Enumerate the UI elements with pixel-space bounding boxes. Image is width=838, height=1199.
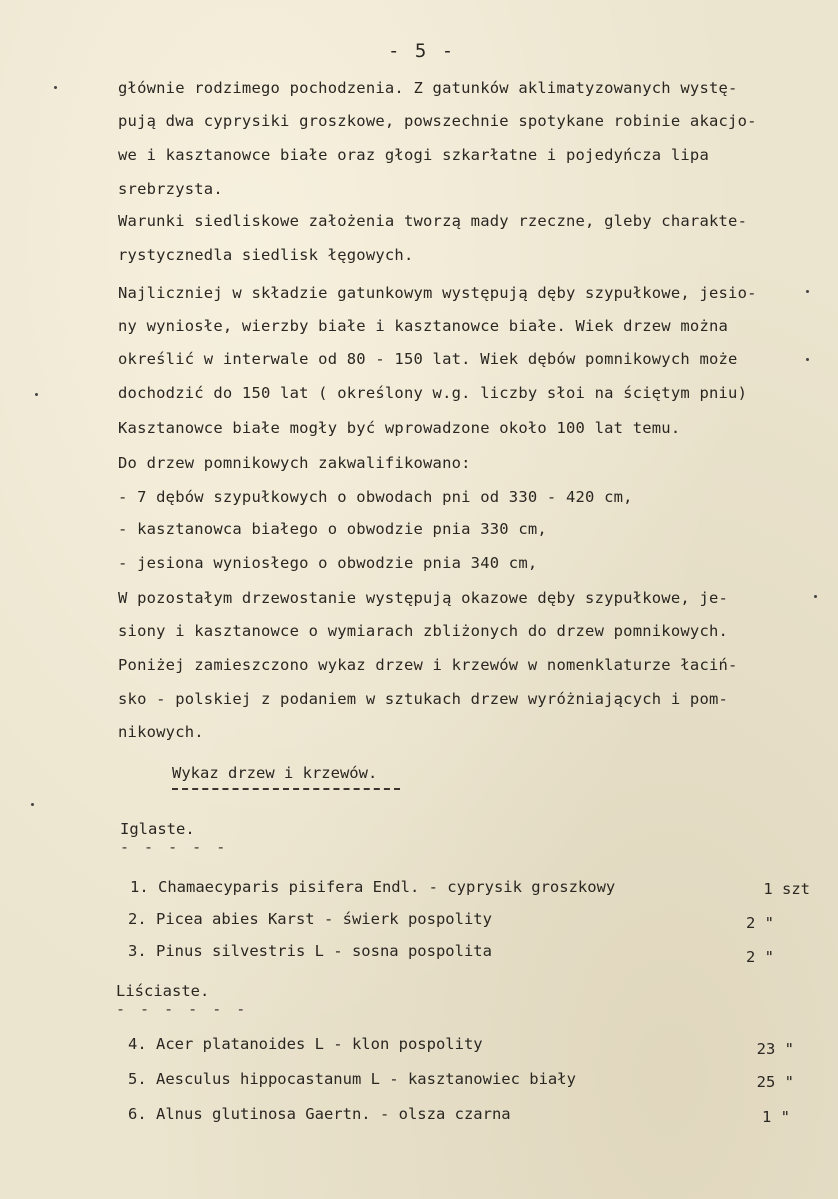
item-quantity: 2 " xyxy=(746,914,774,932)
text-line: Kasztanowce białe mogły być wprowadzone około 100 lat temu. xyxy=(118,419,681,437)
text-line: dochodzić do 150 lat ( określony w.g. liczby słoi na ściętym pniu) xyxy=(118,384,748,402)
text-line: pują dwa cyprysiki groszkowe, powszechnie spotykane robinie akacjo- xyxy=(118,112,757,130)
list-item: 4. Acer platanoides L - klon pospolity xyxy=(128,1035,483,1053)
list-item: 3. Pinus silvestris L - sosna pospolita xyxy=(128,942,492,960)
list-title: Wykaz drzew i krzewów. xyxy=(172,764,378,782)
paper-speck xyxy=(35,393,38,396)
text-line: Do drzew pomnikowych zakwalifikowano: xyxy=(118,454,471,472)
text-line: ny wyniosłe, wierzby białe i kasztanowce białe. Wiek drzew można xyxy=(118,317,729,335)
item-quantity: 23 " xyxy=(756,1040,794,1058)
item-quantity: 1 " xyxy=(762,1108,790,1126)
page-number: - 5 - xyxy=(388,40,456,62)
text-line: - kasztanowca białego o obwodzie pnia 330 cm, xyxy=(118,520,547,538)
text-line: - 7 dębów szypułkowych o obwodach pni od 330 - 420 cm, xyxy=(118,488,633,506)
text-line: sko - polskiej z podaniem w sztukach drzew wyróżniających i pom- xyxy=(118,690,729,708)
paper-speck xyxy=(814,595,817,598)
text-line: Najliczniej w składzie gatunkowym występują dęby szypułkowe, jesio- xyxy=(118,284,757,302)
text-line: we i kasztanowce białe oraz głogi szkarłatne i pojedyńcza lipa xyxy=(118,146,709,164)
text-line: określić w interwale od 80 - 150 lat. Wiek dębów pomnikowych może xyxy=(118,350,738,368)
item-quantity: 1 szt xyxy=(763,880,810,898)
text-line: nikowych. xyxy=(118,723,204,741)
text-line: rystycznedla siedlisk łęgowych. xyxy=(118,246,414,264)
paper-speck xyxy=(806,290,809,293)
paper-speck xyxy=(806,358,809,361)
list-item: 6. Alnus glutinosa Gaertn. - olsza czarna xyxy=(128,1105,511,1123)
text-line: Poniżej zamieszczono wykaz drzew i krzewów w nomenklaturze łaciń- xyxy=(118,656,738,674)
text-line: Warunki siedliskowe założenia tworzą mady rzeczne, gleby charakte- xyxy=(118,212,748,230)
item-quantity: 2 " xyxy=(746,948,774,966)
text-line: W pozostałym drzewostanie występują okazowe dęby szypułkowe, je- xyxy=(118,589,729,607)
paper-speck xyxy=(54,86,57,89)
paper-speck xyxy=(31,803,34,806)
text-line: siony i kasztanowce o wymiarach zbliżonych do drzew pomnikowych. xyxy=(118,622,729,640)
list-item: 2. Picea abies Karst - świerk pospolity xyxy=(128,910,492,928)
text-line: głównie rodzimego pochodzenia. Z gatunków aklimatyzowanych wystę- xyxy=(118,79,738,97)
list-item: 5. Aesculus hippocastanum L - kasztanowiec biały xyxy=(128,1070,576,1088)
text-line: - jesiona wyniosłego o obwodzie pnia 340 cm, xyxy=(118,554,538,572)
list-title-underline xyxy=(172,788,400,790)
section-deciduous-title: Liściaste. xyxy=(116,982,210,1000)
item-quantity: 25 " xyxy=(756,1073,794,1091)
section-conifers-underline: - - - - - xyxy=(120,838,229,856)
section-deciduous-underline: - - - - - - xyxy=(116,1000,249,1018)
list-item: 1. Chamaecyparis pisifera Endl. - cyprysik groszkowy xyxy=(130,878,616,896)
text-line: srebrzysta. xyxy=(118,180,223,198)
section-conifers-title: Iglaste. xyxy=(120,820,195,838)
